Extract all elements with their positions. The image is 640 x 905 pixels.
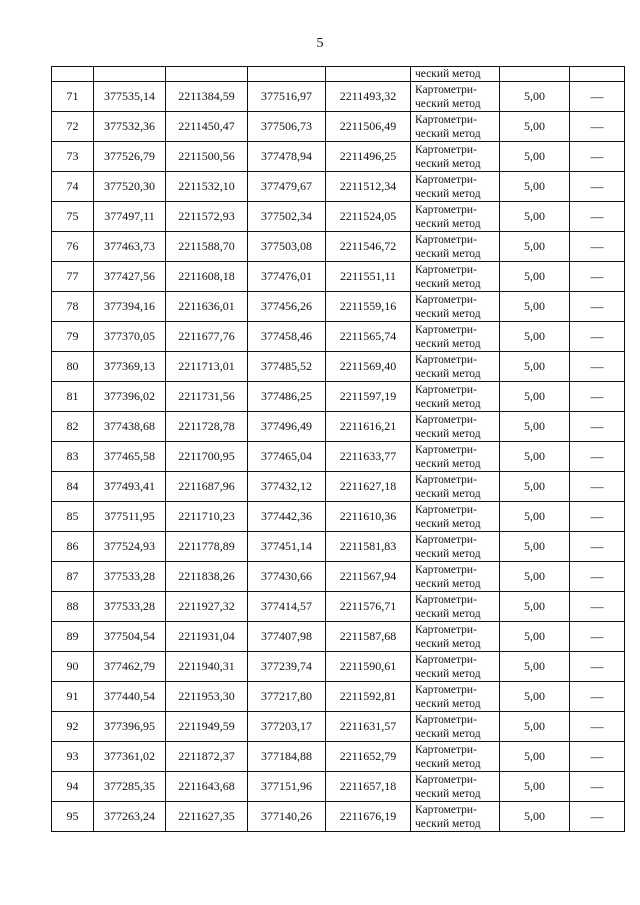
dash-cell: — xyxy=(570,412,625,442)
accuracy-cell: 5,00 xyxy=(500,742,570,772)
method-line-1: Картометри- xyxy=(415,563,477,576)
y1-cell: 2211731,56 xyxy=(166,382,248,412)
table-row xyxy=(52,142,625,172)
method-line-2: ческий метод xyxy=(415,697,481,710)
point-number-cell: 91 xyxy=(52,682,94,712)
x1-cell: 377465,58 xyxy=(94,442,166,472)
method-line-2: ческий метод xyxy=(415,217,481,230)
x1-cell: 377532,36 xyxy=(94,112,166,142)
x1-cell: 377361,02 xyxy=(94,742,166,772)
point-number-cell: 87 xyxy=(52,562,94,592)
y1-cell: 2211838,26 xyxy=(166,562,248,592)
y2-cell: 2211652,79 xyxy=(326,742,411,772)
table-row xyxy=(52,232,625,262)
accuracy-cell: 5,00 xyxy=(500,232,570,262)
table-cell xyxy=(166,67,248,82)
y2-cell: 2211597,19 xyxy=(326,382,411,412)
method-line-1: Картометри- xyxy=(415,533,477,546)
dash-cell: — xyxy=(570,712,625,742)
y2-cell: 2211565,74 xyxy=(326,322,411,352)
x2-cell: 377442,36 xyxy=(248,502,326,532)
x1-cell: 377438,68 xyxy=(94,412,166,442)
y2-cell: 2211616,21 xyxy=(326,412,411,442)
x2-cell: 377485,52 xyxy=(248,352,326,382)
method-line-1: Картометри- xyxy=(415,263,477,276)
dash-cell: — xyxy=(570,292,625,322)
x1-cell: 377504,54 xyxy=(94,622,166,652)
x1-cell: 377526,79 xyxy=(94,142,166,172)
y2-cell: 2211512,34 xyxy=(326,172,411,202)
x2-cell: 377140,26 xyxy=(248,802,326,832)
y1-cell: 2211728,78 xyxy=(166,412,248,442)
method-cell xyxy=(411,262,500,292)
method-continuation-cell: ческий метод xyxy=(411,67,500,82)
x1-cell: 377524,93 xyxy=(94,532,166,562)
accuracy-cell: 5,00 xyxy=(500,712,570,742)
page-number: 5 xyxy=(316,36,324,51)
dash-cell: — xyxy=(570,142,625,172)
method-line-1: Картометри- xyxy=(415,623,477,636)
dash-cell: — xyxy=(570,742,625,772)
y1-cell: 2211677,76 xyxy=(166,322,248,352)
x1-cell: 377440,54 xyxy=(94,682,166,712)
point-number-cell: 90 xyxy=(52,652,94,682)
dash-cell: — xyxy=(570,772,625,802)
x2-cell: 377503,08 xyxy=(248,232,326,262)
method-line-2: ческий метод xyxy=(415,487,481,500)
y2-cell: 2211581,83 xyxy=(326,532,411,562)
dash-cell: — xyxy=(570,802,625,832)
method-line-1: Картометри- xyxy=(415,443,477,456)
point-number-cell: 93 xyxy=(52,742,94,772)
method-line-2: ческий метод xyxy=(415,367,481,380)
dash-cell: — xyxy=(570,562,625,592)
x1-cell: 377370,05 xyxy=(94,322,166,352)
method-line-1: Картометри- xyxy=(415,653,477,666)
method-line-1: Картометри- xyxy=(415,593,477,606)
table-cell xyxy=(326,67,411,82)
x2-cell: 377151,96 xyxy=(248,772,326,802)
x1-cell: 377396,95 xyxy=(94,712,166,742)
method-cell xyxy=(411,682,500,712)
method-line-1: Картометри- xyxy=(415,353,477,366)
method-cell xyxy=(411,292,500,322)
method-cell xyxy=(411,532,500,562)
y2-cell: 2211496,25 xyxy=(326,142,411,172)
table-row xyxy=(52,112,625,142)
x1-cell: 377427,56 xyxy=(94,262,166,292)
x1-cell: 377396,02 xyxy=(94,382,166,412)
method-line-2: ческий метод xyxy=(415,427,481,440)
accuracy-cell: 5,00 xyxy=(500,622,570,652)
table-cell xyxy=(52,67,94,82)
x2-cell: 377430,66 xyxy=(248,562,326,592)
point-number-cell: 89 xyxy=(52,622,94,652)
x2-cell: 377217,80 xyxy=(248,682,326,712)
y1-cell: 2211927,32 xyxy=(166,592,248,622)
x2-cell: 377407,98 xyxy=(248,622,326,652)
method-line-2: ческий метод xyxy=(415,277,481,290)
method-line-1: Картометри- xyxy=(415,743,477,756)
table-row xyxy=(52,682,625,712)
x2-cell: 377502,34 xyxy=(248,202,326,232)
point-number-cell: 85 xyxy=(52,502,94,532)
method-cell xyxy=(411,652,500,682)
method-cell xyxy=(411,502,500,532)
method-cell xyxy=(411,802,500,832)
method-line-1: Картометри- xyxy=(415,803,477,816)
continuation-row xyxy=(52,67,625,82)
accuracy-cell: 5,00 xyxy=(500,142,570,172)
y1-cell: 2211931,04 xyxy=(166,622,248,652)
y2-cell: 2211559,16 xyxy=(326,292,411,322)
y2-cell: 2211546,72 xyxy=(326,232,411,262)
method-cell xyxy=(411,592,500,622)
dash-cell: — xyxy=(570,682,625,712)
method-line-2: ческий метод xyxy=(415,547,481,560)
method-line-1: Картометри- xyxy=(415,773,477,786)
accuracy-cell: 5,00 xyxy=(500,562,570,592)
accuracy-cell: 5,00 xyxy=(500,412,570,442)
table-row xyxy=(52,532,625,562)
y2-cell: 2211627,18 xyxy=(326,472,411,502)
y1-cell: 2211636,01 xyxy=(166,292,248,322)
method-line-2: ческий метод xyxy=(415,517,481,530)
accuracy-cell: 5,00 xyxy=(500,802,570,832)
method-cell xyxy=(411,232,500,262)
table-cell xyxy=(570,67,625,82)
method-cell xyxy=(411,142,500,172)
point-number-cell: 86 xyxy=(52,532,94,562)
table-row xyxy=(52,652,625,682)
method-line-2: ческий метод xyxy=(415,157,481,170)
x2-cell: 377458,46 xyxy=(248,322,326,352)
accuracy-cell: 5,00 xyxy=(500,202,570,232)
dash-cell: — xyxy=(570,472,625,502)
table-cell xyxy=(94,67,166,82)
method-line-1: Картометри- xyxy=(415,713,477,726)
table-row xyxy=(52,412,625,442)
x1-cell: 377394,16 xyxy=(94,292,166,322)
method-line-1: Картометри- xyxy=(415,503,477,516)
method-cell xyxy=(411,172,500,202)
dash-cell: — xyxy=(570,232,625,262)
x1-cell: 377533,28 xyxy=(94,562,166,592)
x2-cell: 377486,25 xyxy=(248,382,326,412)
table-row xyxy=(52,562,625,592)
method-line-2: ческий метод xyxy=(415,397,481,410)
dash-cell: — xyxy=(570,322,625,352)
accuracy-cell: 5,00 xyxy=(500,502,570,532)
table-row xyxy=(52,802,625,832)
y1-cell: 2211700,95 xyxy=(166,442,248,472)
dash-cell: — xyxy=(570,502,625,532)
dash-cell: — xyxy=(570,172,625,202)
method-cell xyxy=(411,712,500,742)
point-number-cell: 76 xyxy=(52,232,94,262)
method-line-2: ческий метод xyxy=(415,787,481,800)
table-row xyxy=(52,292,625,322)
y2-cell: 2211631,57 xyxy=(326,712,411,742)
y2-cell: 2211633,77 xyxy=(326,442,411,472)
dash-cell: — xyxy=(570,592,625,622)
y1-cell: 2211500,56 xyxy=(166,142,248,172)
method-line-1: Картометри- xyxy=(415,113,477,126)
point-number-cell: 83 xyxy=(52,442,94,472)
accuracy-cell: 5,00 xyxy=(500,112,570,142)
y2-cell: 2211590,61 xyxy=(326,652,411,682)
accuracy-cell: 5,00 xyxy=(500,352,570,382)
method-cell xyxy=(411,772,500,802)
point-number-cell: 77 xyxy=(52,262,94,292)
method-cell xyxy=(411,412,500,442)
method-line-1: Картометри- xyxy=(415,233,477,246)
table-row xyxy=(52,82,625,112)
accuracy-cell: 5,00 xyxy=(500,682,570,712)
table-row xyxy=(52,712,625,742)
x1-cell: 377497,11 xyxy=(94,202,166,232)
point-number-cell: 78 xyxy=(52,292,94,322)
method-line-2: ческий метод xyxy=(415,607,481,620)
table-row xyxy=(52,592,625,622)
table-row xyxy=(52,502,625,532)
method-cell xyxy=(411,322,500,352)
x1-cell: 377535,14 xyxy=(94,82,166,112)
y1-cell: 2211953,30 xyxy=(166,682,248,712)
method-line-2: ческий метод xyxy=(415,577,481,590)
y2-cell: 2211676,19 xyxy=(326,802,411,832)
method-cell xyxy=(411,742,500,772)
y1-cell: 2211872,37 xyxy=(166,742,248,772)
y1-cell: 2211940,31 xyxy=(166,652,248,682)
y2-cell: 2211569,40 xyxy=(326,352,411,382)
x1-cell: 377285,35 xyxy=(94,772,166,802)
accuracy-cell: 5,00 xyxy=(500,652,570,682)
x1-cell: 377511,95 xyxy=(94,502,166,532)
y1-cell: 2211588,70 xyxy=(166,232,248,262)
y2-cell: 2211657,18 xyxy=(326,772,411,802)
point-number-cell: 75 xyxy=(52,202,94,232)
method-line-2: ческий метод xyxy=(415,757,481,770)
table-row xyxy=(52,262,625,292)
x2-cell: 377239,74 xyxy=(248,652,326,682)
dash-cell: — xyxy=(570,382,625,412)
table-row xyxy=(52,352,625,382)
y2-cell: 2211493,32 xyxy=(326,82,411,112)
accuracy-cell: 5,00 xyxy=(500,472,570,502)
method-line-1: Картометри- xyxy=(415,83,477,96)
x2-cell: 377476,01 xyxy=(248,262,326,292)
x2-cell: 377184,88 xyxy=(248,742,326,772)
point-number-cell: 94 xyxy=(52,772,94,802)
y1-cell: 2211710,23 xyxy=(166,502,248,532)
method-line-1: Картометри- xyxy=(415,203,477,216)
method-cell xyxy=(411,82,500,112)
x1-cell: 377493,41 xyxy=(94,472,166,502)
table-cell xyxy=(500,67,570,82)
x2-cell: 377506,73 xyxy=(248,112,326,142)
point-number-cell: 80 xyxy=(52,352,94,382)
table-cell xyxy=(248,67,326,82)
method-line-2: ческий метод xyxy=(415,817,481,830)
method-line-2: ческий метод xyxy=(415,97,481,110)
method-line-1: Картометри- xyxy=(415,173,477,186)
point-number-cell: 73 xyxy=(52,142,94,172)
point-number-cell: 84 xyxy=(52,472,94,502)
point-number-cell: 79 xyxy=(52,322,94,352)
accuracy-cell: 5,00 xyxy=(500,262,570,292)
x1-cell: 377369,13 xyxy=(94,352,166,382)
point-number-cell: 81 xyxy=(52,382,94,412)
method-line-1: Картометри- xyxy=(415,413,477,426)
method-line-2: ческий метод xyxy=(415,337,481,350)
method-line-2: ческий метод xyxy=(415,637,481,650)
point-number-cell: 74 xyxy=(52,172,94,202)
accuracy-cell: 5,00 xyxy=(500,532,570,562)
y1-cell: 2211450,47 xyxy=(166,112,248,142)
x2-cell: 377478,94 xyxy=(248,142,326,172)
accuracy-cell: 5,00 xyxy=(500,442,570,472)
dash-cell: — xyxy=(570,442,625,472)
x2-cell: 377516,97 xyxy=(248,82,326,112)
table-row xyxy=(52,202,625,232)
dash-cell: — xyxy=(570,622,625,652)
y1-cell: 2211627,35 xyxy=(166,802,248,832)
method-cell xyxy=(411,472,500,502)
x2-cell: 377465,04 xyxy=(248,442,326,472)
method-line-1: Картометри- xyxy=(415,323,477,336)
y1-cell: 2211713,01 xyxy=(166,352,248,382)
x1-cell: 377533,28 xyxy=(94,592,166,622)
accuracy-cell: 5,00 xyxy=(500,382,570,412)
method-line-1: Картометри- xyxy=(415,683,477,696)
y1-cell: 2211778,89 xyxy=(166,532,248,562)
method-line-2: ческий метод xyxy=(415,307,481,320)
dash-cell: — xyxy=(570,82,625,112)
method-line-1: Картометри- xyxy=(415,143,477,156)
method-line-2: ческий метод xyxy=(415,187,481,200)
y1-cell: 2211572,93 xyxy=(166,202,248,232)
x2-cell: 377456,26 xyxy=(248,292,326,322)
point-number-cell: 72 xyxy=(52,112,94,142)
table-row xyxy=(52,472,625,502)
point-number-cell: 88 xyxy=(52,592,94,622)
y1-cell: 2211532,10 xyxy=(166,172,248,202)
dash-cell: — xyxy=(570,262,625,292)
method-line-2: ческий метод xyxy=(415,247,481,260)
method-line-2: ческий метод xyxy=(415,727,481,740)
table-row xyxy=(52,622,625,652)
x1-cell: 377463,73 xyxy=(94,232,166,262)
dash-cell: — xyxy=(570,112,625,142)
method-cell xyxy=(411,112,500,142)
x2-cell: 377432,12 xyxy=(248,472,326,502)
point-number-cell: 71 xyxy=(52,82,94,112)
y2-cell: 2211506,49 xyxy=(326,112,411,142)
y1-cell: 2211384,59 xyxy=(166,82,248,112)
method-cell xyxy=(411,352,500,382)
dash-cell: — xyxy=(570,532,625,562)
accuracy-cell: 5,00 xyxy=(500,292,570,322)
method-line-1: Картометри- xyxy=(415,383,477,396)
y1-cell: 2211608,18 xyxy=(166,262,248,292)
x2-cell: 377479,67 xyxy=(248,172,326,202)
y2-cell: 2211524,05 xyxy=(326,202,411,232)
accuracy-cell: 5,00 xyxy=(500,172,570,202)
table-row xyxy=(52,382,625,412)
method-cell xyxy=(411,382,500,412)
table-row xyxy=(52,322,625,352)
y2-cell: 2211576,71 xyxy=(326,592,411,622)
x2-cell: 377203,17 xyxy=(248,712,326,742)
table-row xyxy=(52,172,625,202)
y2-cell: 2211592,81 xyxy=(326,682,411,712)
table-body xyxy=(52,67,625,832)
x2-cell: 377414,57 xyxy=(248,592,326,622)
x1-cell: 377263,24 xyxy=(94,802,166,832)
method-line-2: ческий метод xyxy=(415,667,481,680)
dash-cell: — xyxy=(570,652,625,682)
method-line-1: Картометри- xyxy=(415,293,477,306)
method-line-2: ческий метод xyxy=(415,127,481,140)
y2-cell: 2211567,94 xyxy=(326,562,411,592)
point-number-cell: 92 xyxy=(52,712,94,742)
method-line-2: ческий метод xyxy=(415,457,481,470)
dash-cell: — xyxy=(570,202,625,232)
table-row xyxy=(52,772,625,802)
point-number-cell: 82 xyxy=(52,412,94,442)
x2-cell: 377496,49 xyxy=(248,412,326,442)
method-cell xyxy=(411,562,500,592)
x1-cell: 377462,79 xyxy=(94,652,166,682)
table-row xyxy=(52,742,625,772)
x1-cell: 377520,30 xyxy=(94,172,166,202)
coordinates-table xyxy=(51,66,625,832)
method-cell xyxy=(411,202,500,232)
method-line-1: Картометри- xyxy=(415,473,477,486)
y2-cell: 2211587,68 xyxy=(326,622,411,652)
accuracy-cell: 5,00 xyxy=(500,592,570,622)
point-number-cell: 95 xyxy=(52,802,94,832)
y2-cell: 2211551,11 xyxy=(326,262,411,292)
y2-cell: 2211610,36 xyxy=(326,502,411,532)
accuracy-cell: 5,00 xyxy=(500,82,570,112)
accuracy-cell: 5,00 xyxy=(500,322,570,352)
table-row xyxy=(52,442,625,472)
accuracy-cell: 5,00 xyxy=(500,772,570,802)
dash-cell: — xyxy=(570,352,625,382)
method-cell xyxy=(411,622,500,652)
y1-cell: 2211687,96 xyxy=(166,472,248,502)
y1-cell: 2211643,68 xyxy=(166,772,248,802)
x2-cell: 377451,14 xyxy=(248,532,326,562)
y1-cell: 2211949,59 xyxy=(166,712,248,742)
method-cell xyxy=(411,442,500,472)
